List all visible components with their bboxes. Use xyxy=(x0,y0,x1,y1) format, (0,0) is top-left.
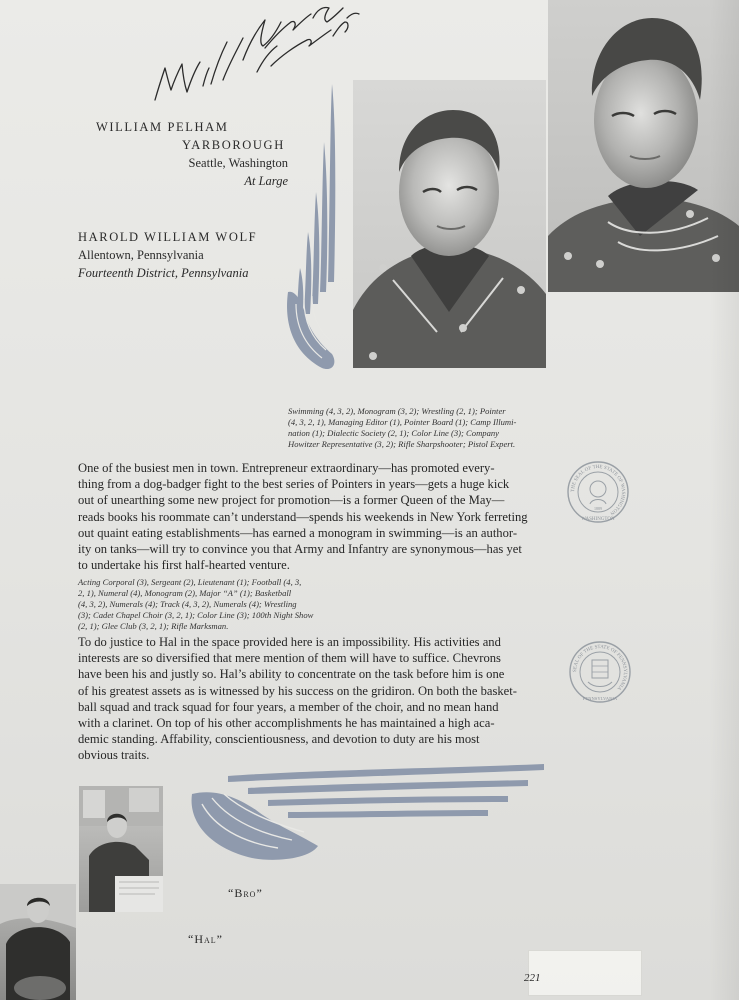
cadet1-appointment: At Large xyxy=(244,174,288,188)
washington-state-seal xyxy=(566,460,630,524)
bio-line: to undertake his first half-hearted venture. xyxy=(78,558,290,573)
cadet1-biography xyxy=(78,460,542,573)
cadet1-activities xyxy=(288,406,550,450)
bio-line: out quaint eating establishments—has earned a monogram in swimming—is an author- xyxy=(78,525,518,540)
bio-line: One of the busiest men in town. Entrepreneur extraordinary—has promoted every- xyxy=(78,461,495,475)
cadet1-name-line2: YARBOROUGH xyxy=(182,138,285,152)
tape-strip xyxy=(528,950,642,996)
bio-line: out of unearthing some new project for promotion—is a former Queen of the May— xyxy=(78,493,505,508)
bio-line: of his greatest assets as is witnessed by his success on the gridiron. On both the basket- xyxy=(78,683,517,698)
cadet2-nickname: “Hal” xyxy=(188,932,223,946)
seal-banner: WASHINGTON xyxy=(581,517,615,522)
activity-line: Acting Corporal (3), Sergeant (2), Lieutenant (1); Football (4, 3, xyxy=(78,577,302,587)
activity-line: (4, 3, 2, 1), Managing Editor (1), Pointer Board (1); Camp Illumi- xyxy=(288,417,517,427)
seal-ring-text: SEAL OF THE STATE OF PENNSYLVANIA xyxy=(572,644,628,691)
cadet1-hometown: Seattle, Washington xyxy=(188,156,288,170)
bio-line: demic standing. Affability, conscientiousness, and devotion to duty are his most xyxy=(78,732,480,747)
cadet1-candid-photo xyxy=(79,786,163,912)
activity-line: Swimming (4, 3, 2), Monogram (3, 2); Wrestling (2, 1); Pointer xyxy=(288,406,506,416)
cadet1-name-line1: WILLIAM PELHAM xyxy=(96,120,229,134)
bio-line: with a clarinet. On top of his other accomplishments he has maintained a high aca- xyxy=(78,716,495,731)
cadet2-hometown: Allentown, Pennsylvania xyxy=(78,248,204,262)
bio-line: thing from a dog-badger fight to the best series of Pointers in years—gets a huge kick xyxy=(78,477,510,492)
cadet2-name: HAROLD WILLIAM WOLF xyxy=(78,230,258,244)
pennsylvania-state-seal xyxy=(568,640,632,704)
bio-line: have been his and justly so. Hal’s ability to concentrate on the task before him is one xyxy=(78,667,505,682)
seal-banner: PENNSYLVANIA xyxy=(582,696,618,701)
cadet2-appointment: Fourteenth District, Pennsylvania xyxy=(78,266,249,280)
seal-year: 1889 xyxy=(594,506,602,511)
activity-line: Howitzer Representative (3, 2); Rifle Sharpshooter; Pistol Expert. xyxy=(288,439,516,449)
cadet2-portrait-photo xyxy=(548,0,739,292)
cadet1-header xyxy=(96,118,296,190)
cadet2-activities xyxy=(78,577,340,632)
vertical-wing-ornament xyxy=(282,82,346,372)
horizontal-wing-ornament xyxy=(188,764,548,864)
activity-line: nation (1); Dialectic Society (2, 1); Color Line (3); Company xyxy=(288,428,499,438)
bio-line: reads books his roommate can’t understand—spends his weekends in New York ferreting xyxy=(78,509,528,524)
cadet2-football-photo xyxy=(0,884,76,1000)
cadet1-portrait-photo xyxy=(353,80,546,368)
cadet2-biography xyxy=(78,634,542,764)
bio-line: ball squad and track squad for four years, a member of the choir, and no mean hand xyxy=(78,699,499,714)
seal-ring-text: THE SEAL OF THE STATE OF WASHINGTON xyxy=(570,464,626,516)
bio-line: ity on tanks—will try to convince you that Army and Infantry are synonymous—has yet xyxy=(78,542,522,557)
cadet1-nickname: “Bro” xyxy=(228,886,263,900)
bio-line: To do justice to Hal in the space provided here is an impossibility. His activities and xyxy=(78,635,501,649)
bio-line: interests are so diversified that mere mention of them will have to suffice. Chevrons xyxy=(78,651,501,666)
page-number: 221 xyxy=(524,972,541,984)
activity-line: (3); Cadet Chapel Choir (3, 2, 1); Color Line (3); 100th Night Show xyxy=(78,610,314,620)
bio-line: obvious traits. xyxy=(78,748,150,763)
activity-line: 2, 1), Numeral (4), Monogram (2), Major “A” (1); Basketball xyxy=(78,588,292,598)
activity-line: (2, 1); Glee Club (3, 2, 1); Rifle Marksman. xyxy=(78,621,229,631)
activity-line: (4, 3, 2), Numerals (4); Track (4, 3, 2), Numerals (4); Wrestling xyxy=(78,599,297,609)
